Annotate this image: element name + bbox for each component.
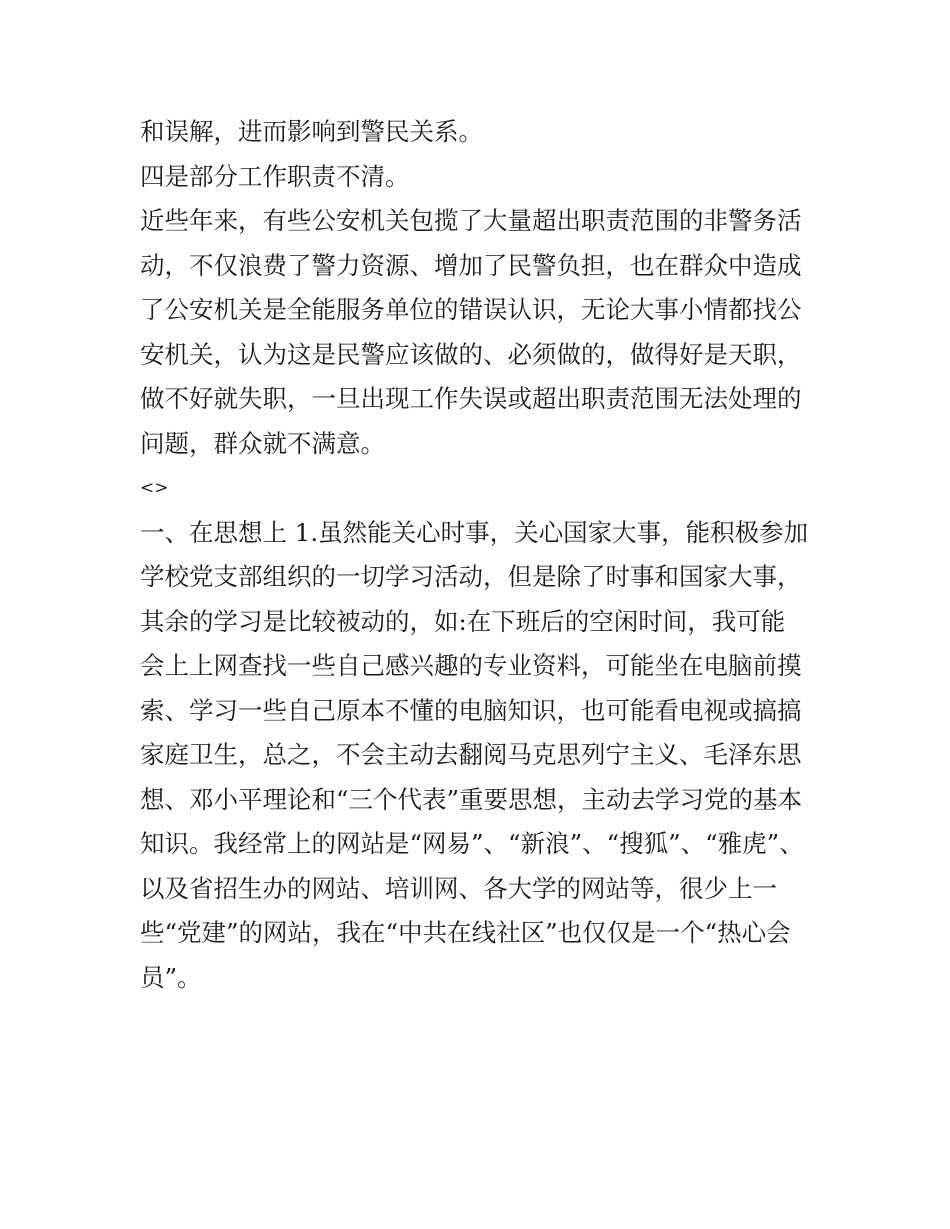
text-line: 家庭卫生，总之，不会主动去翻阅马克思列宁主义、毛泽东思 [140,740,802,769]
text-line: 以及省招生办的网站、培训网、各大学的网站等，很少上一 [140,873,777,903]
text-line: 一、在思想上 1.虽然能关心时事，关心国家大事，能积极参加 [140,517,809,547]
text-line: 索、学习一些自己原本不懂的电脑知识，也可能看电视或搞搞 [140,695,802,725]
text-line: 四是部分工作职责不清。 [140,161,410,191]
text-line: 和误解，进而影响到警民关系。 [140,117,483,146]
text-line: 安机关，认为这是民警应该做的、必须做的，做得好是天职， [140,339,802,369]
text-line: 动，不仅浪费了警力资源、增加了民警负担，也在群众中造成 [140,250,802,280]
text-line: 做不好就失职，一旦出现工作失误或超出职责范围无法处理的 [140,384,802,413]
text-line: 近些年来，有些公安机关包揽了大量超出职责范围的非警务活 [140,206,802,235]
text-line: 会上上网查找一些自己感兴趣的专业资料，可能坐在电脑前摸 [140,651,802,680]
text-line: 问题，群众就不满意。 [140,428,385,458]
text-line: 了公安机关是全能服务单位的错误认识，无论大事小情都找公 [140,295,802,324]
text-line: 员”。 [140,962,202,992]
text-line: 些“党建”的网站，我在“中共在线社区”也仅仅是一个“热心会 [140,918,791,947]
text-line: 学校党支部组织的一切学习活动，但是除了时事和国家大事， [140,562,802,591]
text-line-placeholder: <> [140,478,169,498]
text-line: 其余的学习是比较被动的，如:在下班后的空闲时间，我可能 [140,606,786,636]
text-line: 知识。我经常上的网站是“网易”、“新浪”、“搜狐”、“雅虎”、 [140,829,804,858]
text-line: 想、邓小平理论和“三个代表”重要思想，主动去学习党的基本 [140,784,803,814]
body-text [140,110,815,1000]
